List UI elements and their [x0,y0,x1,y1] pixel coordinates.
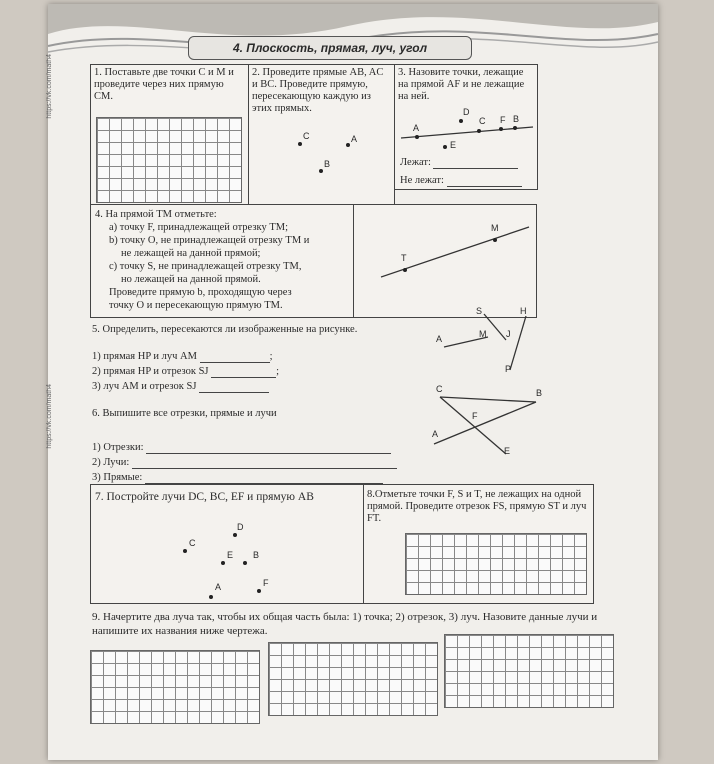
task5-point-j: J [506,329,511,339]
task2-text: 2. Проведите прямые AB, AC и BC. Проведите прямую, пересекающую каждую из этих прямых. [252,67,384,114]
task5-point-s: S [476,306,483,316]
task4-line-7: точку O и пересекающую прямую TM. [109,300,283,311]
task3-not-lie-label: Не лежат: [400,175,444,186]
page-title: 4. Плоскость, прямая, луч, угол [188,36,472,60]
task5-text: 5. Определить, пересекаются ли изображенные на рисунке. [92,324,358,335]
task2-point-a: A [351,134,358,144]
task3-point-c: C [479,116,486,126]
task5-point-a: A [436,334,443,344]
task6-item-1: 1) Отрезки: [92,442,144,453]
task1-text: 1. Поставьте две точки C и M и проведите через них прямую CM. [94,67,234,102]
task4-line-6: Проведите прямую b, проходящую через [109,287,292,298]
side-link-mid: https://vk.com/math4 [46,384,53,449]
task3-point-d: D [463,107,470,117]
task5-point-h: H [520,306,527,316]
task4-line-1: a) точку F, принадлежащей отрезку TM; [109,222,288,233]
task3-text: 3. Назовите точки, лежащие на прямой AF и не лежащие на ней. [398,67,525,102]
task6-item-2: 2) Лучи: [92,457,130,468]
task4-point-m: M [491,223,499,233]
worksheet-page: 4. Плоскость, прямая, луч, угол https://vk.com/math4 https://vk.com/math4 1. Поставьте две точки C и M и проведите через них прямую CM. 2. Проведите прямые AB, AC и BC. Проведите прямую, пересекающую каждую из этих прямых. C A B 3. Назовите точки, лежащие на прямой AF и не лежащие на ней. A D C F B E Лежат: Не лежат: 4. На прямой TM отметьте: a) точку F, принадлежащей отрезку TM; b) точку O, не принадлежащей отрезку TM и не лежащей на данной прямой; c) точку S, не принадлежащей отрезку TM, но лежащей на данной прямой. Проведите прямую b, проходящую через точку O и пересекающую прямую TM. T M 5. Определить, пересекаются ли изображенные на рисунке. 1) прямая HP и луч AM ; 2) прямая HP и отрезок SJ ; 3) луч AM и отрезок SJ A S H M J P 6. Выпишите все отрезки, прямые и лучи 1) Отрезки: 2) Лучи: 3) Прямые: C B F A E 7. Постройте лучи DC, BC, EF и прямую AB D C E B A F 8.Отметьте точки F, S и T, не лежащих на одной прямой. Проведите отрезок FS, прямую ST и луч FT. 9. Начертите два луча так, чтобы их общая часть была: 1) точка; 2) отрезок, 3) луч. Назовите данные лучи и напишите их названия ниже чертежа. [48,4,658,760]
task3-point-e: E [450,140,457,150]
task4-line-5: но лежащей на данной прямой. [121,274,261,285]
task8-text: 8.Отметьте точки F, S и T, не лежащих на одной прямой. Проведите отрезок FS, прямую ST и луч FT. [367,489,587,524]
task6-point-c: C [436,384,443,394]
task3-lie-label: Лежат: [400,157,431,168]
task5-point-m: M [479,329,487,339]
task4-point-t: T [401,253,407,263]
task7-point-c: C [189,538,196,548]
task3-point-a: A [413,123,420,133]
task7-point-d: D [237,522,244,532]
task3-point-f: F [500,115,506,125]
side-link-top: https://vk.com/math4 [46,54,53,119]
task4-line-4: c) точку S, не принадлежащей отрезку TM, [109,261,302,272]
task7-point-e: E [227,550,234,560]
task4-line-3: не лежащей на данной прямой; [121,248,261,259]
task4-line-0: 4. На прямой TM отметьте: [95,209,217,220]
task6-item-3: 3) Прямые: [92,472,143,483]
task7-point-b: B [253,550,260,560]
task7-8-box [90,484,594,604]
task9-grid-2[interactable] [268,642,438,716]
task6-point-a: A [432,429,439,439]
task6-point-f: F [472,411,478,421]
task8-grid[interactable] [405,533,587,595]
task7-point-a: A [215,582,222,592]
task2-point-b: B [324,159,331,169]
task3-point-b: B [513,114,520,124]
task9-text: 9. Начертите два луча так, чтобы их общая часть была: 1) точка; 2) отрезок, 3) луч. Назовите данные лучи и напишите их названия ниже чертежа. [92,611,598,637]
task5-item-3: 3) луч AM и отрезок SJ [92,381,197,392]
task6-point-b: B [536,388,543,398]
task7-text: 7. Постройте лучи DC, BC, EF и прямую AB [95,491,314,503]
task6-text: 6. Выпишите все отрезки, прямые и лучи [92,408,277,419]
task7-point-f: F [263,578,269,588]
task2-point-c: C [303,131,310,141]
task5-item-2: 2) прямая HP и отрезок SJ [92,366,209,377]
task9-grid-3[interactable] [444,634,614,708]
task4-line-2: b) точку O, не принадлежащей отрезку TM и [109,235,310,246]
task6-point-e: E [504,446,511,456]
task5-item-1: 1) прямая HP и луч AM [92,351,197,362]
task9-grid-1[interactable] [90,650,260,724]
task5-point-p: P [505,364,512,374]
